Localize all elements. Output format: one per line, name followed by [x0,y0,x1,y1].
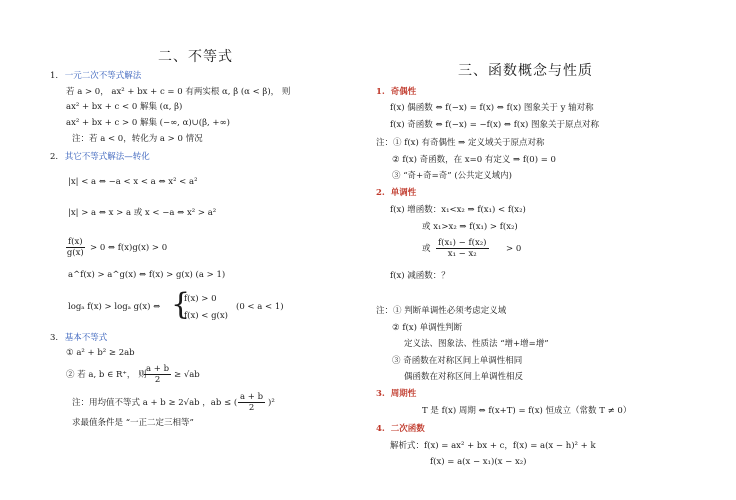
even-function-def: f(x) 偶函数 ⇔ f(−x) = f(x) ⇔ f(x) 图象关于 y 轴对称 [390,103,594,113]
inequality-item-1: 1. 一元二次不等式解法 [50,71,142,81]
text-line: ax² + bx + c > 0 解集 (−∞, α)∪(β, +∞) [66,118,230,128]
monotonicity-methods: 定义法、图象法、性质法 “增+增=增” [404,339,549,349]
fraction-difference-quotient: $\frac{\text{f(x₁) − f(x₂)}}{\text{x₁ − x₂}}$ [438,238,487,259]
system-brace: { [171,287,191,322]
increasing-def-2: 或 x₁>x₂ ⇒ f(x₁) > f(x₂) [422,222,518,232]
monotonicity-note-2: ② f(x) 单调性判断 [392,323,463,333]
function-item-2: 2. 单调性 [376,188,417,198]
heading-monotonicity: 单调性 [390,188,417,198]
odd-function-def: f(x) 奇函数 ⇔ f(−x) = −f(x) ⇔ f(x) 图象关于原点对称 [390,120,600,130]
text-line: 若 a > 0， ax² + bx + c = 0 有两实根 α, β (α < β)， 则 [66,87,291,97]
mean-inequality-note: 注：用均值不等式 a + b ≥ 2√ab ，ab ≤ ( [72,398,238,408]
basic-inequality-1: ① a² + b² ≥ 2ab [66,348,135,358]
basic-inequality-2-rhs: ≥ √ab [174,370,200,380]
monotonicity-note-1: 注：① 判断单调性必须考虑定义域 [376,306,507,316]
exponential-rule: a^f(x) > a^g(x) ⇔ f(x) > g(x) (a > 1) [68,270,226,280]
abs-inequality-2: |x| > a ⇔ x > a 或 x < −a ⇔ x² > a² [68,208,217,218]
fraction-am-squared: $\frac{a + b}{2}$ [240,392,264,413]
abs-inequality-1: |x| < a ⇔ −a < x < a ⇔ x² < a² [68,177,198,187]
inequality-item-2: 2. 其它不等式解法—转化 [50,152,150,162]
heading-other-inequalities: 其它不等式解法—转化 [64,152,150,162]
parity-note-2: ② f(x) 奇函数，在 x=0 有定义 ⇒ f(0) = 0 [392,155,556,165]
function-item-1: 1. 奇偶性 [376,87,417,97]
text-line: ax² + bx + c < 0 解集 (α, β) [66,102,183,112]
section-title-functions: 三、函数概念与性质 [458,63,593,79]
period-def: T 是 f(x) 周期 ⇔ f(x+T) = f(x) 恒成立（常数 T ≠ 0） [422,406,632,416]
difference-quotient-rhs: > 0 [506,244,522,254]
quadratic-forms: 解析式：f(x) = ax² + bx + c，f(x) = a(x − h)² + k [390,441,596,451]
log-rule: logₐ f(x) > logₐ g(x) ⇔ [68,302,161,312]
fraction-am: $\frac{a + b}{2}$ [146,364,170,385]
parity-note-3: ③ “奇+奇=奇” (公共定义域内) [392,171,512,181]
heading-parity: 奇偶性 [390,87,417,97]
increasing-def-3: 或 [422,244,431,254]
monotonicity-note-4: 偶函数在对称区间上单调性相反 [404,372,524,382]
heading-periodicity: 周期性 [390,389,417,399]
function-item-4: 4. 二次函数 [376,424,425,434]
heading-basic-inequality: 基本不等式 [64,333,108,343]
section-title-inequality: 二、不等式 [158,49,233,65]
heading-quadratic-inequality: 一元二次不等式解法 [64,71,142,81]
fraction-rule: > 0 ⇔ f(x)g(x) > 0 [90,243,168,253]
increasing-def-1: f(x) 增函数：x₁<x₂ ⇒ f(x₁) < f(x₂) [390,205,526,215]
log-condition-2: f(x) < g(x) [184,311,228,321]
decreasing-def: f(x) 减函数：？ [390,271,450,281]
extremum-condition: 求最值条件是 “一正二定三相等” [72,418,194,428]
heading-quadratic-function: 二次函数 [390,424,425,434]
inequality-item-3: 3. 基本不等式 [50,333,108,343]
log-condition-1: f(x) > 0 [184,294,217,304]
parity-note-1: 注：① f(x) 有奇偶性 ⇒ 定义域关于原点对称 [376,138,545,148]
fraction-fx-gx: $\frac{f(x)}{g(x)}$ [66,237,84,258]
basic-inequality-2: ② 若 a, b ∈ R⁺， 则 [66,370,147,380]
monotonicity-note-3: ③ 奇函数在对称区间上单调性相同 [392,356,523,366]
function-item-3: 3. 周期性 [376,389,417,399]
quadratic-factored-form: f(x) = a(x − x₁)(x − x₂) [430,457,527,467]
mean-inequality-close: )² [268,398,275,408]
log-base-condition: (0 < a < 1) [236,302,284,312]
note-line: 注：若 a < 0，转化为 a > 0 情况 [72,134,203,144]
